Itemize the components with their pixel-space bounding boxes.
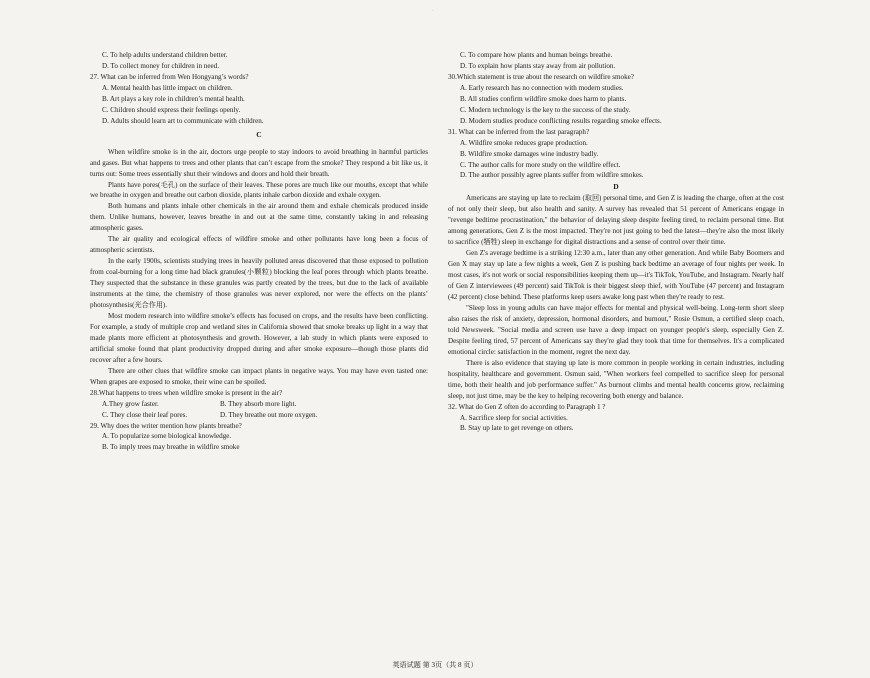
q28-options-row1 [90, 399, 428, 410]
passage-c-paragraph: When wildfire smoke is in the air, doctors urge people to stay indoors to avoid breathing in harmful particles and gases. But what happens to trees and other plants that can’t escape from the smoke? They respond a bit like us, it turns out: Some trees essentially shut their windows and doors and hold their breath. [90, 147, 428, 178]
q26-option-d: D. To collect money for children in need. [102, 61, 219, 70]
section-c-heading: C [256, 129, 262, 139]
q29-option-b: B. To imply trees may breathe in wildfire smoke [102, 443, 240, 452]
q28-stem: 28.What happens to trees when wildfire smoke is present in the air? [90, 388, 283, 397]
q31-stem: 31. What can be inferred from the last paragraph? [448, 127, 590, 136]
q30-option-a: A. Early research has no connection with modern studies. [460, 83, 624, 92]
passage-c-paragraph: The air quality and ecological effects of wildfire smoke and other pollutants have long been a focus of atmospheric scientists. [90, 235, 428, 255]
q29-option-a: A. To popularize some biological knowledge. [102, 432, 232, 441]
q28-option-c: C. They close their leaf pores. [102, 410, 188, 419]
right-column [448, 50, 784, 434]
q30-stem: 30.Which statement is true about the research on wildfire smoke? [448, 72, 634, 81]
q31-option-c: C. The author calls for more study on the wildfire effect. [460, 160, 621, 169]
passage-c-paragraph: In the early 1900s, scientists studying trees in heavily polluted areas discovered that those exposed to pollution from coal-burning for a long time had black granules(小颗粒) blocking the leaf pores through which plants breathe. They suspected that the substance in these granules was partly created by the trees, but due to the lack of available instruments at the time, the chemistry of those granules was never explored, nor were the effects on the plants’ photosynthesis(光合作用). [90, 257, 428, 310]
passage-c-paragraph: There are other clues that wildfire smoke can impact plants in negative ways. You may have even tasted one: When grapes are exposed to smoke, their wine can be spoiled. [90, 366, 428, 386]
q26-option-c: C. To help adults understand children better. [102, 51, 228, 59]
q28-options-row2 [90, 410, 428, 421]
q31-option-d: D. The author possibly agree plants suffer from wildfire smokes. [460, 171, 644, 180]
q29-option-c: C. To compare how plants and human beings breathe. [460, 51, 613, 59]
page-footer: 英语试题 第 3页（共 8 页） [392, 661, 478, 669]
passage-c-paragraph: Both humans and plants inhale other chemicals in the air around them and exhale chemicals produced inside them. Unlike humans, however, leaves breathe in and out at the same time, constantly taking in and releasing atmospheric gases. [90, 202, 428, 233]
q28-option-b: B. They absorb more light. [220, 399, 297, 408]
passage-d-paragraph: "Sleep loss in young adults can have major effects for mental and physical well-being. Long-term short sleep also raises the risk of anxiety, depression, hormonal disorders, and burnout," Rosie Osmun, a certified sleep coach, told Newsweek. "Social media and screen use have a deep impact on younger people's sleep, especially Gen Z. Despite feeling tired, 57 percent of Americans say they're glad they took that time for themselves. It's a complicated emotional circle: satisfaction in the moment, regret the next day. [448, 303, 784, 356]
q27-option-b: B. Art plays a key role in children’s mental health. [102, 94, 245, 103]
q29-option-d: D. To explain how plants stay away from air pollution. [460, 61, 616, 70]
q29-stem: 29. Why does the writer mention how plants breathe? [90, 421, 242, 430]
left-column [90, 50, 428, 453]
q30-option-b: B. All studies confirm wildfire smoke does harm to plants. [460, 94, 627, 103]
q30-option-c: C. Modern technology is the key to the success of the study. [460, 105, 631, 114]
section-d-heading: D [613, 182, 619, 192]
q31-option-a: A. Wildfire smoke reduces grape production. [460, 138, 588, 147]
q27-option-a: A. Mental health has little impact on children. [102, 83, 233, 92]
passage-d-paragraph: There is also evidence that staying up late is more common in people working in certain industries, including hospitality, healthcare and government. Osmun said, "When workers feel compelled to sacrifice sleep for personal time, both their health and job performance suffer." As burnout climbs and mental health concerns grow, reclaiming sleep, not just time, may be the key to helping recovering both energy and balance. [448, 358, 784, 400]
q31-option-b: B. Wildfire smoke damages wine industry badly. [460, 149, 599, 158]
passage-c-paragraph: Plants have pores(毛孔) on the surface of their leaves. These pores are much like our mouths, except that while we breathe in oxygen and breathe out carbon dioxide, plants inhale carbon dioxide and exhale oxygen. [90, 180, 428, 200]
scan-mark: · [432, 8, 434, 14]
q30-option-d: D. Modern studies produce conflicting results regarding smoke effects. [460, 116, 662, 125]
passage-c-paragraph: Most modern research into wildfire smoke’s effects has focused on crops, and the results have been conflicting. For example, a study of multiple crop and wetland sites in California showed that smoke breaks up light in a way that made plants more efficient at photosynthesis and growth. However, a lab study in which plants were exposed to artificial smoke found that plant productivity dropped during and after smoke exposure—though those plants did recover after a few hours. [90, 311, 428, 364]
q27-option-c: C. Children should express their feelings openly. [102, 105, 241, 114]
q28-option-a: A.They grow faster. [102, 399, 159, 408]
passage-d-paragraph: Americans are staying up late to reclaim (取回) personal time, and Gen Z is leading the charge, often at the cost of not only their sleep, but also health and sanity. A survey has revealed that 51 percent of Americans engage in "revenge bedtime procrastination," the behavior of delaying sleep despite feeling tired, to reclaim personal time. But among generations, Gen Z is the most impacted. They're not just going to bed the latest—they're also the most likely to sacrifice (牺牲) sleep in exchange for digital distractions and a sense of control over their time. [448, 194, 784, 247]
q27-stem: 27. What can be inferred from Wen Hongyang’s words? [90, 72, 249, 81]
q27-option-d: D. Adults should learn art to communicate with children. [102, 116, 264, 125]
q28-option-d: D. They breathe out more oxygen. [220, 410, 318, 419]
q32-option-a: A. Sacrifice sleep for social activities. [460, 413, 568, 422]
q32-stem: 32. What do Gen Z often do according to Paragraph 1 ? [448, 402, 606, 411]
q32-option-b: B. Stay up late to get revenge on others. [460, 424, 574, 433]
passage-d-paragraph: Gen Z's average bedtime is a striking 12:30 a.m., later than any other generation. And while Baby Boomers and Gen X may stay up late a few nights a week, Gen Z is pushing back bedtime an average of four nights per week. In most cases, it's not work or social responsibilities keeping them up—it's TikTok, YouTube, and Instagram. Nearly half of Gen Z interviewees (49 percent) said TikTok is their biggest sleep thief, with YouTube (47 percent) and Instagram (42 percent) close behind. These platforms keep users awake long past when they're ready to rest. [448, 249, 784, 302]
